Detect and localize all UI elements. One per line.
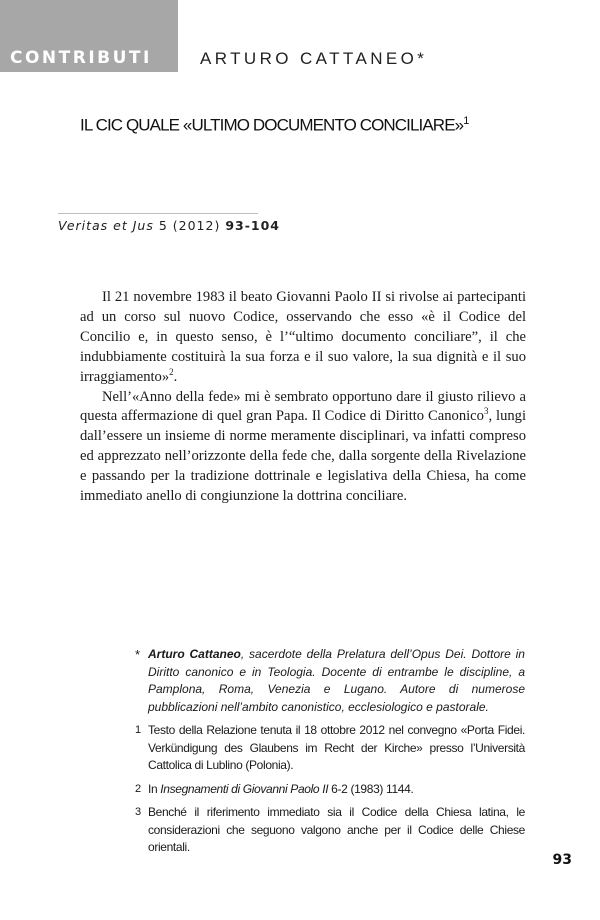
footnote-mark: 1: [135, 724, 142, 736]
author-header: ARTURO CATTANEO*: [200, 49, 428, 68]
footnote-3: [135, 804, 525, 857]
journal-volume-year: 5 (2012): [158, 218, 221, 233]
footnote-prefix: In: [148, 781, 161, 796]
footnote-text: [148, 647, 525, 714]
journal-citation: [58, 218, 280, 233]
paragraph-1-text: Il 21 novembre 1983 il beato Giovanni Paolo II si rivolse ai partecipanti ad un corso sul nuovo Codice, osservando che esso «è il Codice del Concilio e, in questo senso, è l’“ultimo documento conciliare”, il che indubbiamente costituirà la sua forza e il suo valore, la sua dignità e il suo irraggiamento»: [80, 289, 526, 385]
footnote-2: [135, 781, 525, 799]
footnote-ref-3: 3: [483, 406, 489, 417]
footnote-author-name: Arturo Cattaneo: [148, 647, 241, 661]
paragraph-1-end: .: [173, 368, 178, 385]
paragraph-2-start: Nell’«Anno della fede» mi è sembrato opportuno dare il giusto rilievo a questa affermazione di quel gran Papa. Il Codice di Diritto Canonico: [80, 388, 526, 425]
journal-pages: 93-104: [225, 218, 281, 233]
section-label: CONTRIBUTI: [10, 48, 152, 68]
footnote-author: [135, 646, 525, 716]
footnote-text: Benché il riferimento immediato sia il Codice della Chiesa latina, le considerazioni che seguono valgono anche per il Codice delle Chiese orientali.: [148, 805, 525, 854]
title-footnote-ref: 1: [463, 115, 470, 127]
footnote-mark: *: [135, 647, 141, 662]
paragraph: [80, 288, 526, 388]
paragraph-2-rest: , lungi dall’essere un insieme di norme meramente disciplinari, va infatti compreso ed apprezzato nell’orizzonte della fede che, dalla sorgente della Rivelazione e passando per la tradizione dottrinale e legislativa della Chiesa, ha come immediato anello di congiunzione la dottrina conciliare.: [80, 408, 527, 505]
article-title: [80, 115, 469, 136]
footnote-mark: 3: [135, 806, 142, 818]
footnote-mark: 2: [135, 782, 142, 795]
page-number: 93: [552, 852, 572, 868]
footnote-suffix: 6-2 (1983) 1144.: [328, 781, 414, 796]
body-text: [80, 288, 526, 507]
section-tab: [0, 0, 178, 72]
footnote-ref-2: 2: [169, 366, 174, 377]
footnote-text: [148, 782, 413, 796]
footnote-work-title: Insegnamenti di Giovanni Paolo II: [160, 781, 329, 796]
journal-name: Veritas et Jus: [58, 218, 154, 233]
footnote-author-bio: , sacerdote della Prelatura dell’Opus Dei. Dottore in Diritto canonico e in Teologia. Docente di entrambe le discipline, a Pamplona, Roma, Venezia e Lugano. Autore di numerose pubblicazioni nell’ambito canonistico, ecclesiologico e pastorale.: [148, 647, 525, 714]
article-title-text: IL CIC QUALE «ULTIMO DOCUMENTO CONCILIARE»: [80, 115, 464, 135]
paragraph: [80, 388, 526, 507]
header-rule: [58, 213, 258, 214]
footnote-text: Testo della Relazione tenuta il 18 ottobre 2012 nel convegno «Porta Fidei. Verkündigung des Glaubens im Recht der Kirche» presso l’Università Cattolica di Lublino (Polonia).: [148, 723, 525, 772]
footnote-1: [135, 722, 525, 775]
footnotes: [135, 646, 525, 863]
